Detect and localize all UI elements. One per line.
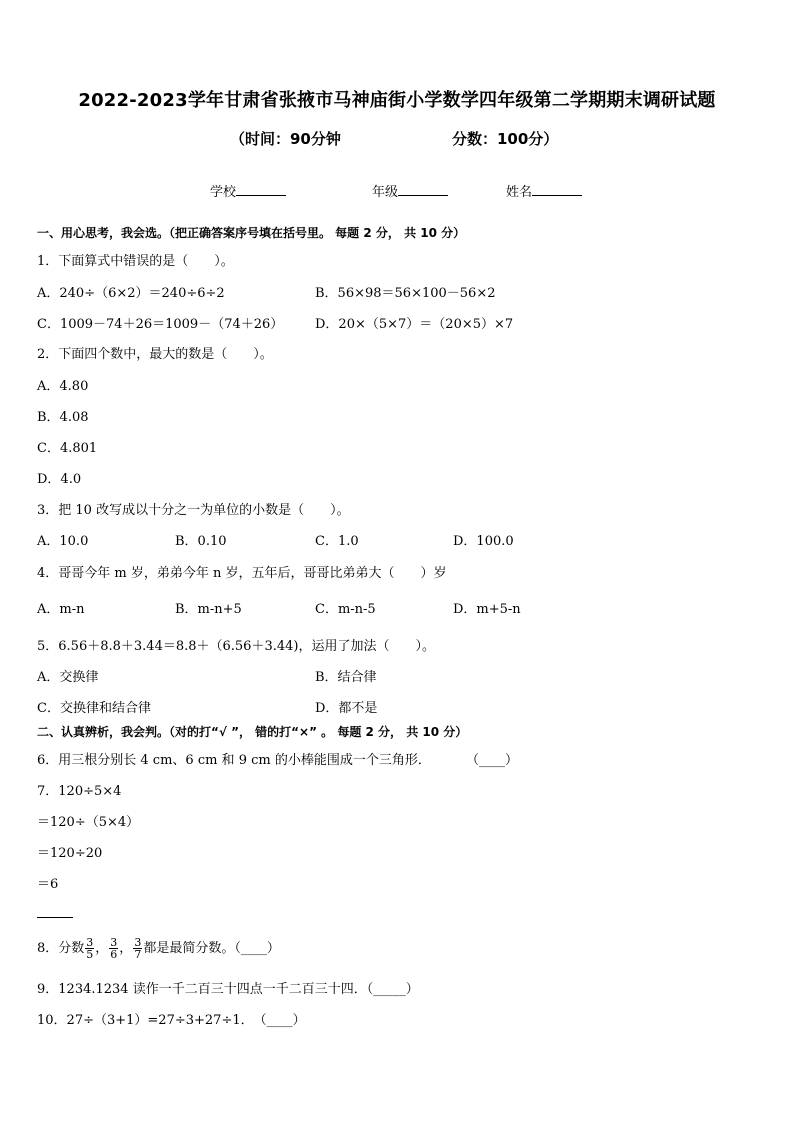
grade-blank[interactable] bbox=[398, 182, 448, 196]
question-1-option-b[interactable]: B．56×98＝56×100－56×2 bbox=[315, 286, 496, 301]
question-4-option-a[interactable]: A．m-n bbox=[37, 602, 85, 617]
question-6-stem: 6．用三根分别长 4 cm、6 cm 和 9 cm 的小棒能围成一个三角形． bbox=[37, 753, 431, 768]
question-2-option-b[interactable]: B．4.08 bbox=[37, 410, 89, 425]
question-3-option-c[interactable]: C．1.0 bbox=[315, 534, 359, 549]
question-7-line-1: 7．120÷5×4 bbox=[37, 784, 122, 799]
question-3-option-b[interactable]: B．0.10 bbox=[175, 534, 227, 549]
question-5-option-a[interactable]: A．交换律 bbox=[37, 670, 99, 685]
question-9-stem: 9．1234.1234 读作一千二百三十四点一千二百三十四．（_____） bbox=[37, 982, 419, 997]
section-1-heading: 一、用心思考，我会选。（把正确答案序号填在括号里。 每题 2 分， 共 10 分） bbox=[37, 226, 466, 240]
name-label: 姓名 bbox=[506, 185, 533, 200]
question-1-option-d[interactable]: D．20×（5×7）＝（20×5）×7 bbox=[315, 317, 514, 332]
question-3-option-a[interactable]: A．10.0 bbox=[37, 534, 89, 549]
question-7-line-4: ＝6 bbox=[37, 877, 59, 892]
fraction-3-7-numerator: 3 bbox=[134, 936, 142, 949]
question-5-option-d[interactable]: D．都不是 bbox=[315, 701, 378, 716]
fraction-3-7 bbox=[133, 937, 142, 960]
question-4-option-c[interactable]: C．m-n-5 bbox=[315, 602, 376, 617]
question-1-option-c[interactable]: C．1009－74＋26＝1009－（74＋26） bbox=[37, 317, 284, 332]
question-4-option-d[interactable]: D．m+5-n bbox=[453, 602, 521, 617]
question-8-suffix[interactable]: 都是最简分数。（____） bbox=[143, 941, 280, 956]
question-2-option-c[interactable]: C．4.801 bbox=[37, 441, 98, 456]
question-4-option-b[interactable]: B．m-n+5 bbox=[175, 602, 242, 617]
fraction-3-6-denominator: 6 bbox=[110, 948, 118, 961]
question-5-option-c[interactable]: C．交换律和结合律 bbox=[37, 701, 151, 716]
school-field[interactable] bbox=[210, 181, 286, 200]
question-8-stem bbox=[37, 936, 280, 962]
fraction-3-5 bbox=[85, 937, 94, 960]
exam-time: （时间：90分钟 bbox=[230, 130, 341, 148]
question-2-stem: 2．下面四个数中，最大的数是（ ）。 bbox=[37, 347, 273, 362]
fraction-3-7-denominator: 7 bbox=[134, 948, 142, 961]
question-2-option-d[interactable]: D．4.0 bbox=[37, 472, 82, 487]
school-label: 学校 bbox=[210, 185, 237, 200]
question-7-answer-blank[interactable] bbox=[37, 917, 73, 918]
question-5-option-b[interactable]: B．结合律 bbox=[315, 670, 377, 685]
question-1-stem: 1．下面算式中错误的是（ ）。 bbox=[37, 254, 234, 269]
question-2-option-a[interactable]: A．4.80 bbox=[37, 379, 89, 394]
fraction-3-6-numerator: 3 bbox=[110, 936, 118, 949]
question-7-line-3: ＝120÷20 bbox=[37, 846, 103, 861]
question-4-stem: 4．哥哥今年 m 岁，弟弟今年 n 岁，五年后，哥哥比弟弟大（ ）岁 bbox=[37, 566, 447, 581]
school-blank[interactable] bbox=[236, 182, 286, 196]
name-field[interactable] bbox=[506, 181, 582, 200]
page-title: 2022-2023学年甘肃省张掖市马神庙街小学数学四年级第二学期期末调研试题 bbox=[78, 90, 716, 111]
fraction-3-6 bbox=[109, 937, 118, 960]
question-10-stem: 10．27÷（3+1）=27÷3+27÷1． （____） bbox=[37, 1013, 306, 1028]
question-8-separator-2: ， bbox=[119, 941, 133, 956]
grade-field[interactable] bbox=[372, 181, 448, 200]
question-1-option-a[interactable]: A．240÷（6×2）＝240÷6÷2 bbox=[37, 286, 225, 301]
question-5-stem: 5．6.56＋8.8＋3.44＝8.8＋（6.56＋3.44)，运用了加法（ ）。 bbox=[37, 639, 435, 654]
question-6-answer-blank[interactable]: （____） bbox=[466, 753, 519, 768]
question-3-option-d[interactable]: D．100.0 bbox=[453, 534, 514, 549]
name-blank[interactable] bbox=[532, 182, 582, 196]
fraction-3-5-numerator: 3 bbox=[86, 936, 94, 949]
grade-label: 年级 bbox=[372, 185, 399, 200]
question-7-line-2: ＝120÷（5×4） bbox=[37, 815, 140, 830]
question-8-prefix: 8．分数 bbox=[37, 941, 85, 956]
question-3-stem: 3．把 10 改写成以十分之一为单位的小数是（ ）。 bbox=[37, 503, 350, 518]
question-8-separator-1: ， bbox=[95, 941, 109, 956]
fraction-3-5-denominator: 5 bbox=[86, 948, 94, 961]
exam-score: 分数：100分） bbox=[452, 130, 559, 148]
section-2-heading: 二、认真辨析，我会判。（对的打“√ ”， 错的打“×” 。 每题 2 分， 共 10 分） bbox=[37, 725, 468, 739]
